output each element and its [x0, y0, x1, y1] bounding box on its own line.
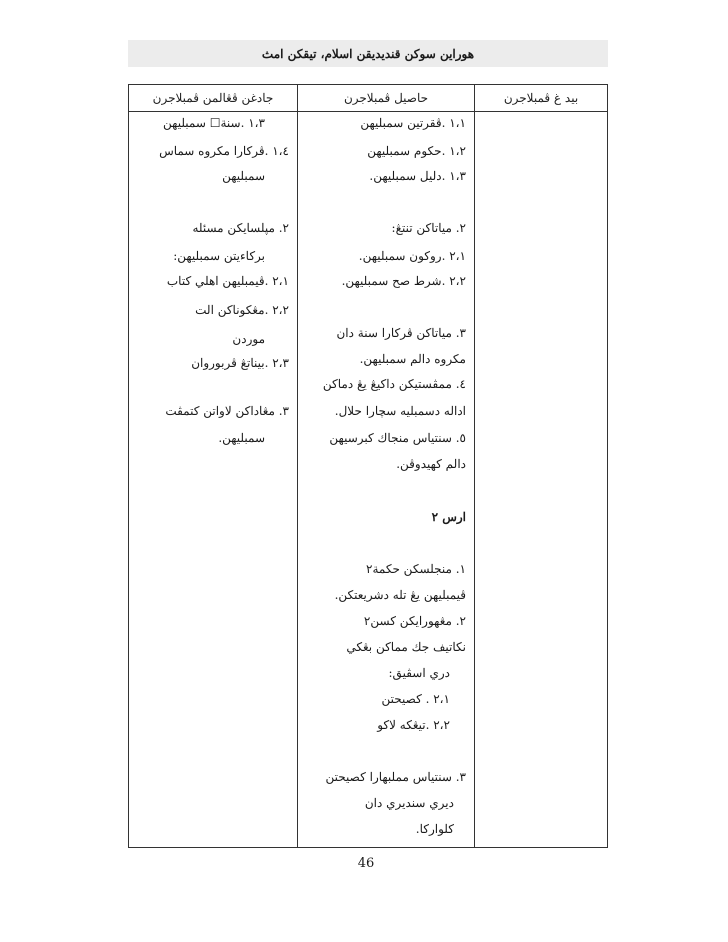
outcome-line: ٢،٢ .شرط صح سمبليهن. — [341, 274, 466, 288]
experience-line: ٢،١ .ڤيمبليهن اهلي كتاب — [166, 274, 289, 288]
lesson-table — [128, 84, 608, 848]
experience-line: ٢،٢ .مڠكوناكن الت — [195, 303, 289, 317]
outcome-line: ٢،١ .روكون سمبليهن. — [358, 249, 466, 263]
outcome-line: ٥. سنتياس منجاك كبرسيهن — [329, 431, 466, 445]
experience-line: ٢. مپلسايكن مسئله — [192, 221, 289, 235]
outcome-line: ١،٢ .حكوم سمبليهن — [367, 144, 466, 158]
experience-line: سمبليهن. — [218, 431, 265, 445]
experience-line: ١،٣ .سنة☐ سمبليهن — [163, 116, 265, 130]
outcome-line: ٢،٢ .تيڠكه لاكو — [377, 718, 450, 732]
experience-line: ٢،٣ .بيناتڠ ڤربوروان — [191, 356, 289, 370]
outcome-line: دالم كهيدوڤن. — [396, 457, 466, 471]
experience-line: موردن — [232, 332, 265, 346]
column-header-reading: جادغن ڤڠالمن ڤمبلاجرن — [152, 91, 274, 105]
outcome-line: ١. منجلسكن حكمة٢ — [366, 562, 466, 576]
level-heading: ارس ٢ — [431, 510, 466, 524]
outcome-line: مكروه دالم سمبليهن. — [359, 352, 466, 366]
experience-line: بركاءيتن سمبليهن: — [173, 249, 265, 263]
outcome-line: نكاتيف جك مماكن بڠكي — [346, 640, 466, 654]
outcome-line: كلواركا. — [415, 822, 454, 836]
outcome-line: ٢،١ . كصيحتن — [381, 692, 450, 706]
outcome-line: ديري سنديري دان — [364, 796, 454, 810]
outcome-line: ٣. مياتاكن ڤركارا سنة دان — [336, 326, 466, 340]
outcome-line: ڤيمبليهن يڠ تله دشريعتكن. — [334, 588, 466, 602]
experience-line: ١،٤ .ڤركارا مكروه سماس — [159, 144, 289, 158]
experience-column — [129, 112, 297, 847]
column-header-outcome: حاصيل ڤمبلاجرن — [343, 91, 429, 105]
outcome-line: ٢. مڠهورايكن كسن٢ — [363, 614, 466, 628]
outcome-line: ٣. سنتياس مملبهارا كصيحتن — [325, 770, 466, 784]
running-header — [128, 40, 608, 67]
experience-line: ٣. مڠاداكن لاواتن كتمڤت — [165, 404, 289, 418]
page-number: 46 — [357, 856, 375, 871]
outcome-line: ١،١ .ڤقرتين سمبليهن — [360, 116, 466, 130]
running-header-title: هوراين سوكن قنديديقن اسلام، تيقكن امث — [261, 46, 475, 61]
experience-line: سمبليهن — [222, 169, 265, 183]
field-column — [475, 112, 607, 847]
outcome-line: دري اسڤيق: — [388, 666, 450, 680]
outcome-line: ١،٣ .دليل سمبليهن. — [369, 169, 466, 183]
outcome-line: ٢. مياتاكن تنتڠ: — [391, 221, 466, 235]
column-header-field: بيد غ ڤمبلاجرن — [503, 91, 579, 105]
outcome-line: اداله دسمبليه سچارا حلال. — [334, 404, 466, 418]
outcome-line: ٤. ممڤستيكن داكيڠ يڠ دماكن — [322, 377, 466, 391]
outcome-column — [298, 112, 474, 847]
